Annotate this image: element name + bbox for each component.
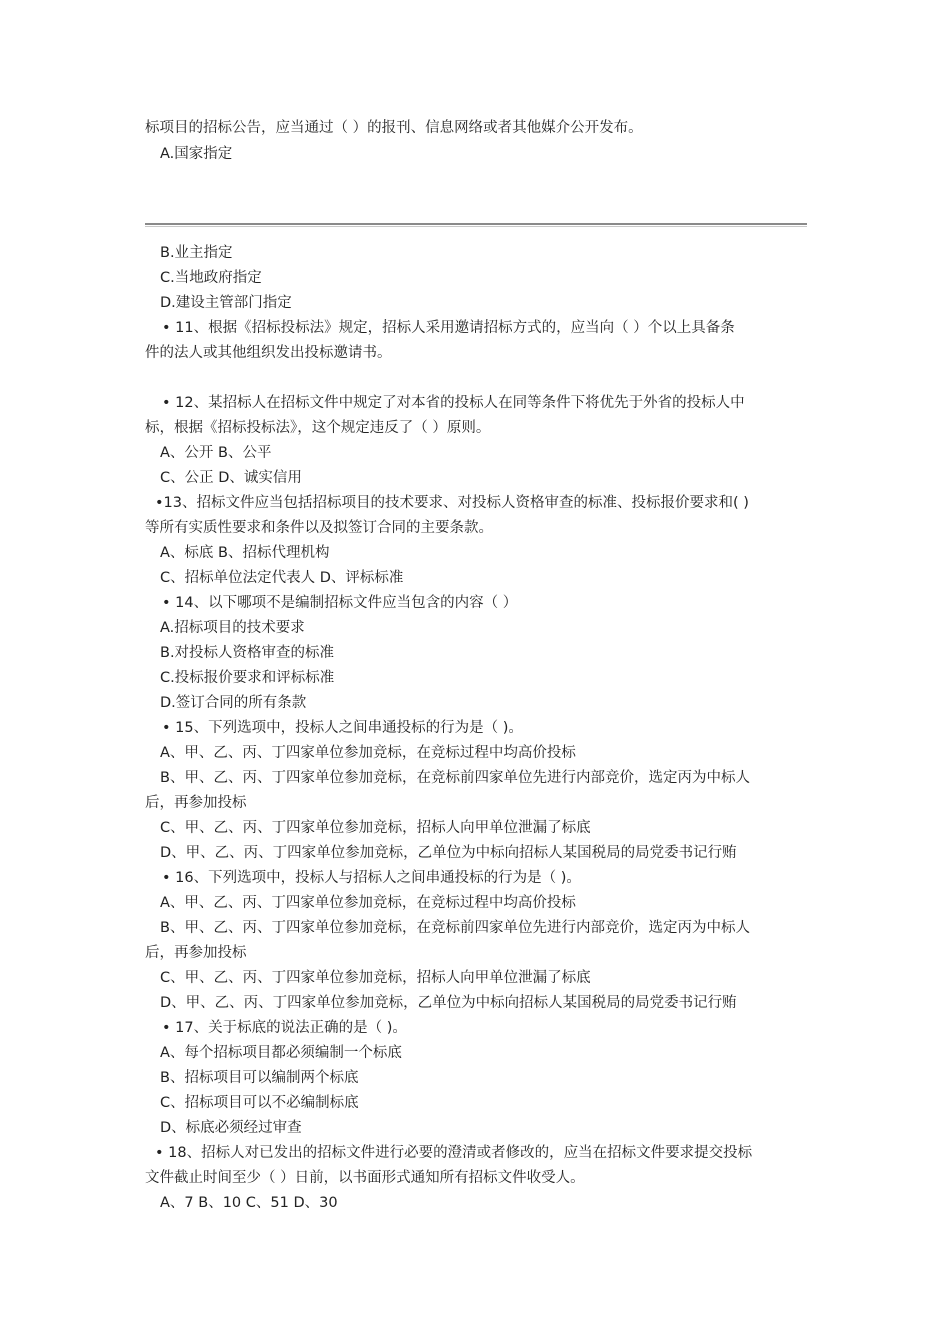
- text-line: B.业主指定: [160, 245, 233, 261]
- text-line: 等所有实质性要求和条件以及拟签订合同的主要条款。: [145, 520, 493, 536]
- text-line: • 16、下列选项中，投标人与招标人之间串通投标的行为是（ )。: [162, 870, 581, 886]
- text-line: A.招标项目的技术要求: [160, 620, 305, 636]
- text-line: 件的法人或其他组织发出投标邀请书。: [145, 345, 392, 361]
- text-line: D、甲、乙、丙、丁四家单位参加竞标，乙单位为中标向招标人某国税局的局党委书记行贿: [160, 995, 737, 1011]
- text-line: A、甲、乙、丙、丁四家单位参加竞标，在竞标过程中均高价投标: [160, 745, 576, 761]
- text-line: • 18、招标人对已发出的招标文件进行必要的澄清或者修改的，应当在招标文件要求提交投标: [155, 1145, 753, 1161]
- text-line: A.国家指定: [160, 146, 233, 162]
- text-line: A、每个招标项目都必须编制一个标底: [160, 1045, 402, 1061]
- text-line: C、甲、乙、丙、丁四家单位参加竞标，招标人向甲单位泄漏了标底: [160, 970, 591, 986]
- text-line: • 12、某招标人在招标文件中规定了对本省的投标人在同等条件下将优先于外省的投标人中: [162, 395, 745, 411]
- text-line: 标，根据《招标投标法》，这个规定违反了（ ）原则。: [145, 420, 491, 436]
- text-line: C、甲、乙、丙、丁四家单位参加竞标，招标人向甲单位泄漏了标底: [160, 820, 591, 836]
- text-line: 文件截止时间至少（ ）日前，以书面形式通知所有招标文件收受人。: [145, 1170, 585, 1186]
- text-line: • 11、根据《招标投标法》规定，招标人采用邀请招标方式的，应当向（ ）个以上具备条: [162, 320, 735, 336]
- text-line: D.建设主管部门指定: [160, 295, 292, 311]
- text-line: B、甲、乙、丙、丁四家单位参加竞标，在竞标前四家单位先进行内部竞价，选定丙为中标人: [160, 770, 750, 786]
- text-line: A、甲、乙、丙、丁四家单位参加竞标，在竞标过程中均高价投标: [160, 895, 576, 911]
- page-divider: [145, 223, 807, 227]
- text-line: •13、招标文件应当包括招标项目的技术要求、对投标人资格审查的标准、投标报价要求和( ): [155, 495, 749, 511]
- text-line: 后，再参加投标: [145, 945, 247, 961]
- text-line: A、标底 B、招标代理机构: [160, 545, 330, 561]
- text-line: D、标底必须经过审查: [160, 1120, 302, 1136]
- text-line: B、招标项目可以编制两个标底: [160, 1070, 359, 1086]
- text-line: • 14、以下哪项不是编制招标文件应当包含的内容（ ）: [162, 595, 518, 611]
- text-line: C.投标报价要求和评标标准: [160, 670, 335, 686]
- text-line: D、甲、乙、丙、丁四家单位参加竞标，乙单位为中标向招标人某国税局的局党委书记行贿: [160, 845, 737, 861]
- text-line: • 17、关于标底的说法正确的是（ )。: [162, 1020, 407, 1036]
- text-line: 标项目的招标公告，应当通过（ ）的报刊、信息网络或者其他媒介公开发布。: [145, 120, 643, 136]
- text-line: B.对投标人资格审查的标准: [160, 645, 335, 661]
- text-line: A、7 B、10 C、51 D、30: [160, 1195, 338, 1211]
- text-line: 后，再参加投标: [145, 795, 247, 811]
- text-line: C.当地政府指定: [160, 270, 262, 286]
- text-line: B、甲、乙、丙、丁四家单位参加竞标，在竞标前四家单位先进行内部竞价，选定丙为中标人: [160, 920, 750, 936]
- text-line: C、招标单位法定代表人 D、评标标准: [160, 570, 404, 586]
- text-line: C、招标项目可以不必编制标底: [160, 1095, 359, 1111]
- text-line: • 15、下列选项中，投标人之间串通投标的行为是（ )。: [162, 720, 523, 736]
- text-line: D.签订合同的所有条款: [160, 695, 307, 711]
- text-line: A、公开 B、公平: [160, 445, 272, 461]
- text-line: C、公正 D、诚实信用: [160, 470, 302, 486]
